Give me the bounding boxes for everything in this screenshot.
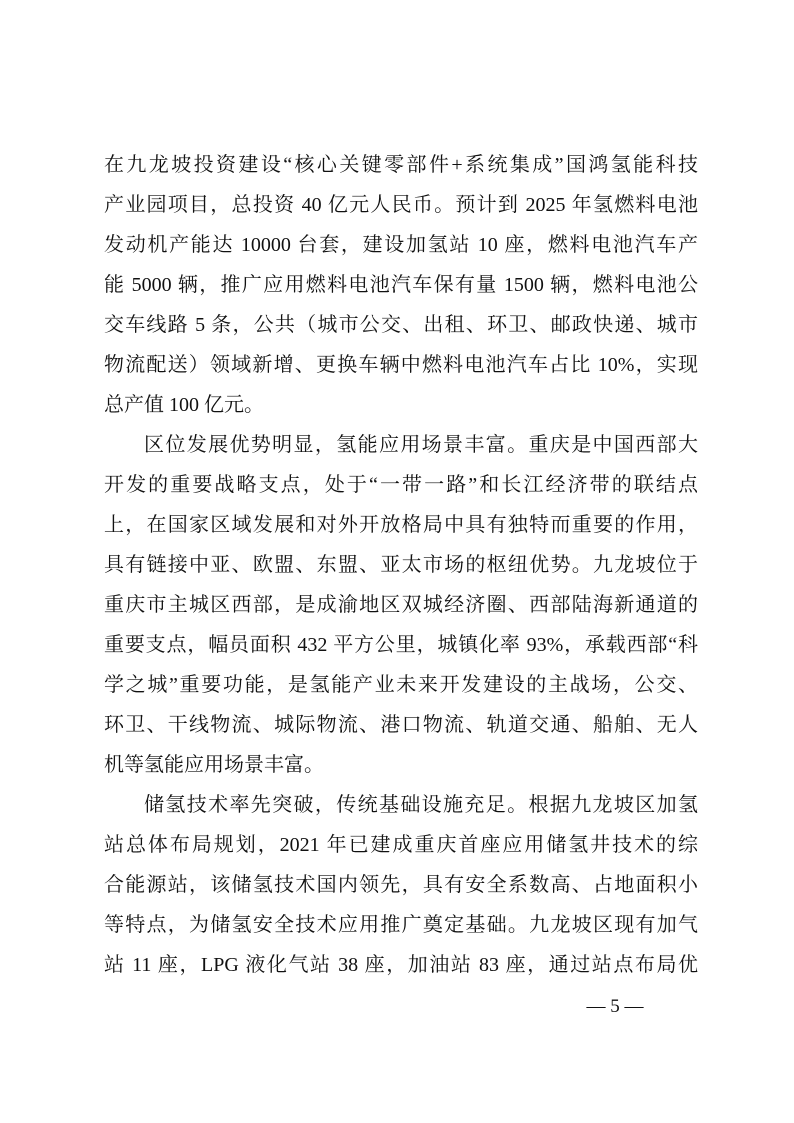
- text-line: 储氢技术率先突破，传统基础设施充足。根据九龙坡区加氢: [144, 794, 698, 816]
- paragraph: [104, 785, 698, 985]
- text-line: 重要支点，幅员面积 432 平方公里，城镇化率 93%，承载西部“科: [104, 634, 698, 656]
- text-line: 总产值 100 亿元。: [104, 394, 264, 416]
- text-line: 产业园项目，总投资 40 亿元人民币。预计到 2025 年氢燃料电池: [104, 194, 698, 216]
- text-line: 机等氢能应用场景丰富。: [104, 754, 324, 776]
- text-line: 在九龙坡投资建设“核心关键零部件+系统集成”国鸿氢能科技: [104, 154, 698, 176]
- text-line: 站 11 座，LPG 液化气站 38 座，加油站 83 座，通过站点布局优: [104, 954, 698, 976]
- text-line: 上，在国家区域发展和对外开放格局中具有独特而重要的作用，: [104, 514, 698, 536]
- text-line: 合能源站，该储氢技术国内领先，具有安全系数高、占地面积小: [104, 874, 698, 896]
- text-line: 能 5000 辆，推广应用燃料电池汽车保有量 1500 辆，燃料电池公: [104, 274, 698, 296]
- paragraph: [104, 425, 698, 785]
- text-line: 交车线路 5 条，公共（城市公交、出租、环卫、邮政快递、城市: [104, 314, 698, 336]
- paragraph: [104, 145, 698, 425]
- text-line: 具有链接中亚、欧盟、东盟、亚太市场的枢纽优势。九龙坡位于: [104, 554, 698, 576]
- text-line: 等特点，为储氢安全技术应用推广奠定基础。九龙坡区现有加气: [104, 914, 698, 936]
- text-line: 开发的重要战略支点，处于“一带一路”和长江经济带的联结点: [104, 474, 698, 496]
- text-line: 环卫、干线物流、城际物流、港口物流、轨道交通、船舶、无人: [104, 714, 698, 736]
- text-line: 站总体布局规划，2021 年已建成重庆首座应用储氢井技术的综: [104, 834, 698, 856]
- page-number: — 5 —: [586, 996, 644, 1017]
- document-body: [104, 145, 698, 985]
- text-line: 重庆市主城区西部，是成渝地区双城经济圈、西部陆海新通道的: [104, 594, 698, 616]
- text-line: 学之城”重要功能，是氢能产业未来开发建设的主战场，公交、: [104, 674, 698, 696]
- text-line: 区位发展优势明显，氢能应用场景丰富。重庆是中国西部大: [144, 434, 698, 456]
- text-line: 物流配送）领域新增、更换车辆中燃料电池汽车占比 10%，实现: [104, 354, 698, 376]
- text-line: 发动机产能达 10000 台套，建设加氢站 10 座，燃料电池汽车产: [104, 234, 698, 256]
